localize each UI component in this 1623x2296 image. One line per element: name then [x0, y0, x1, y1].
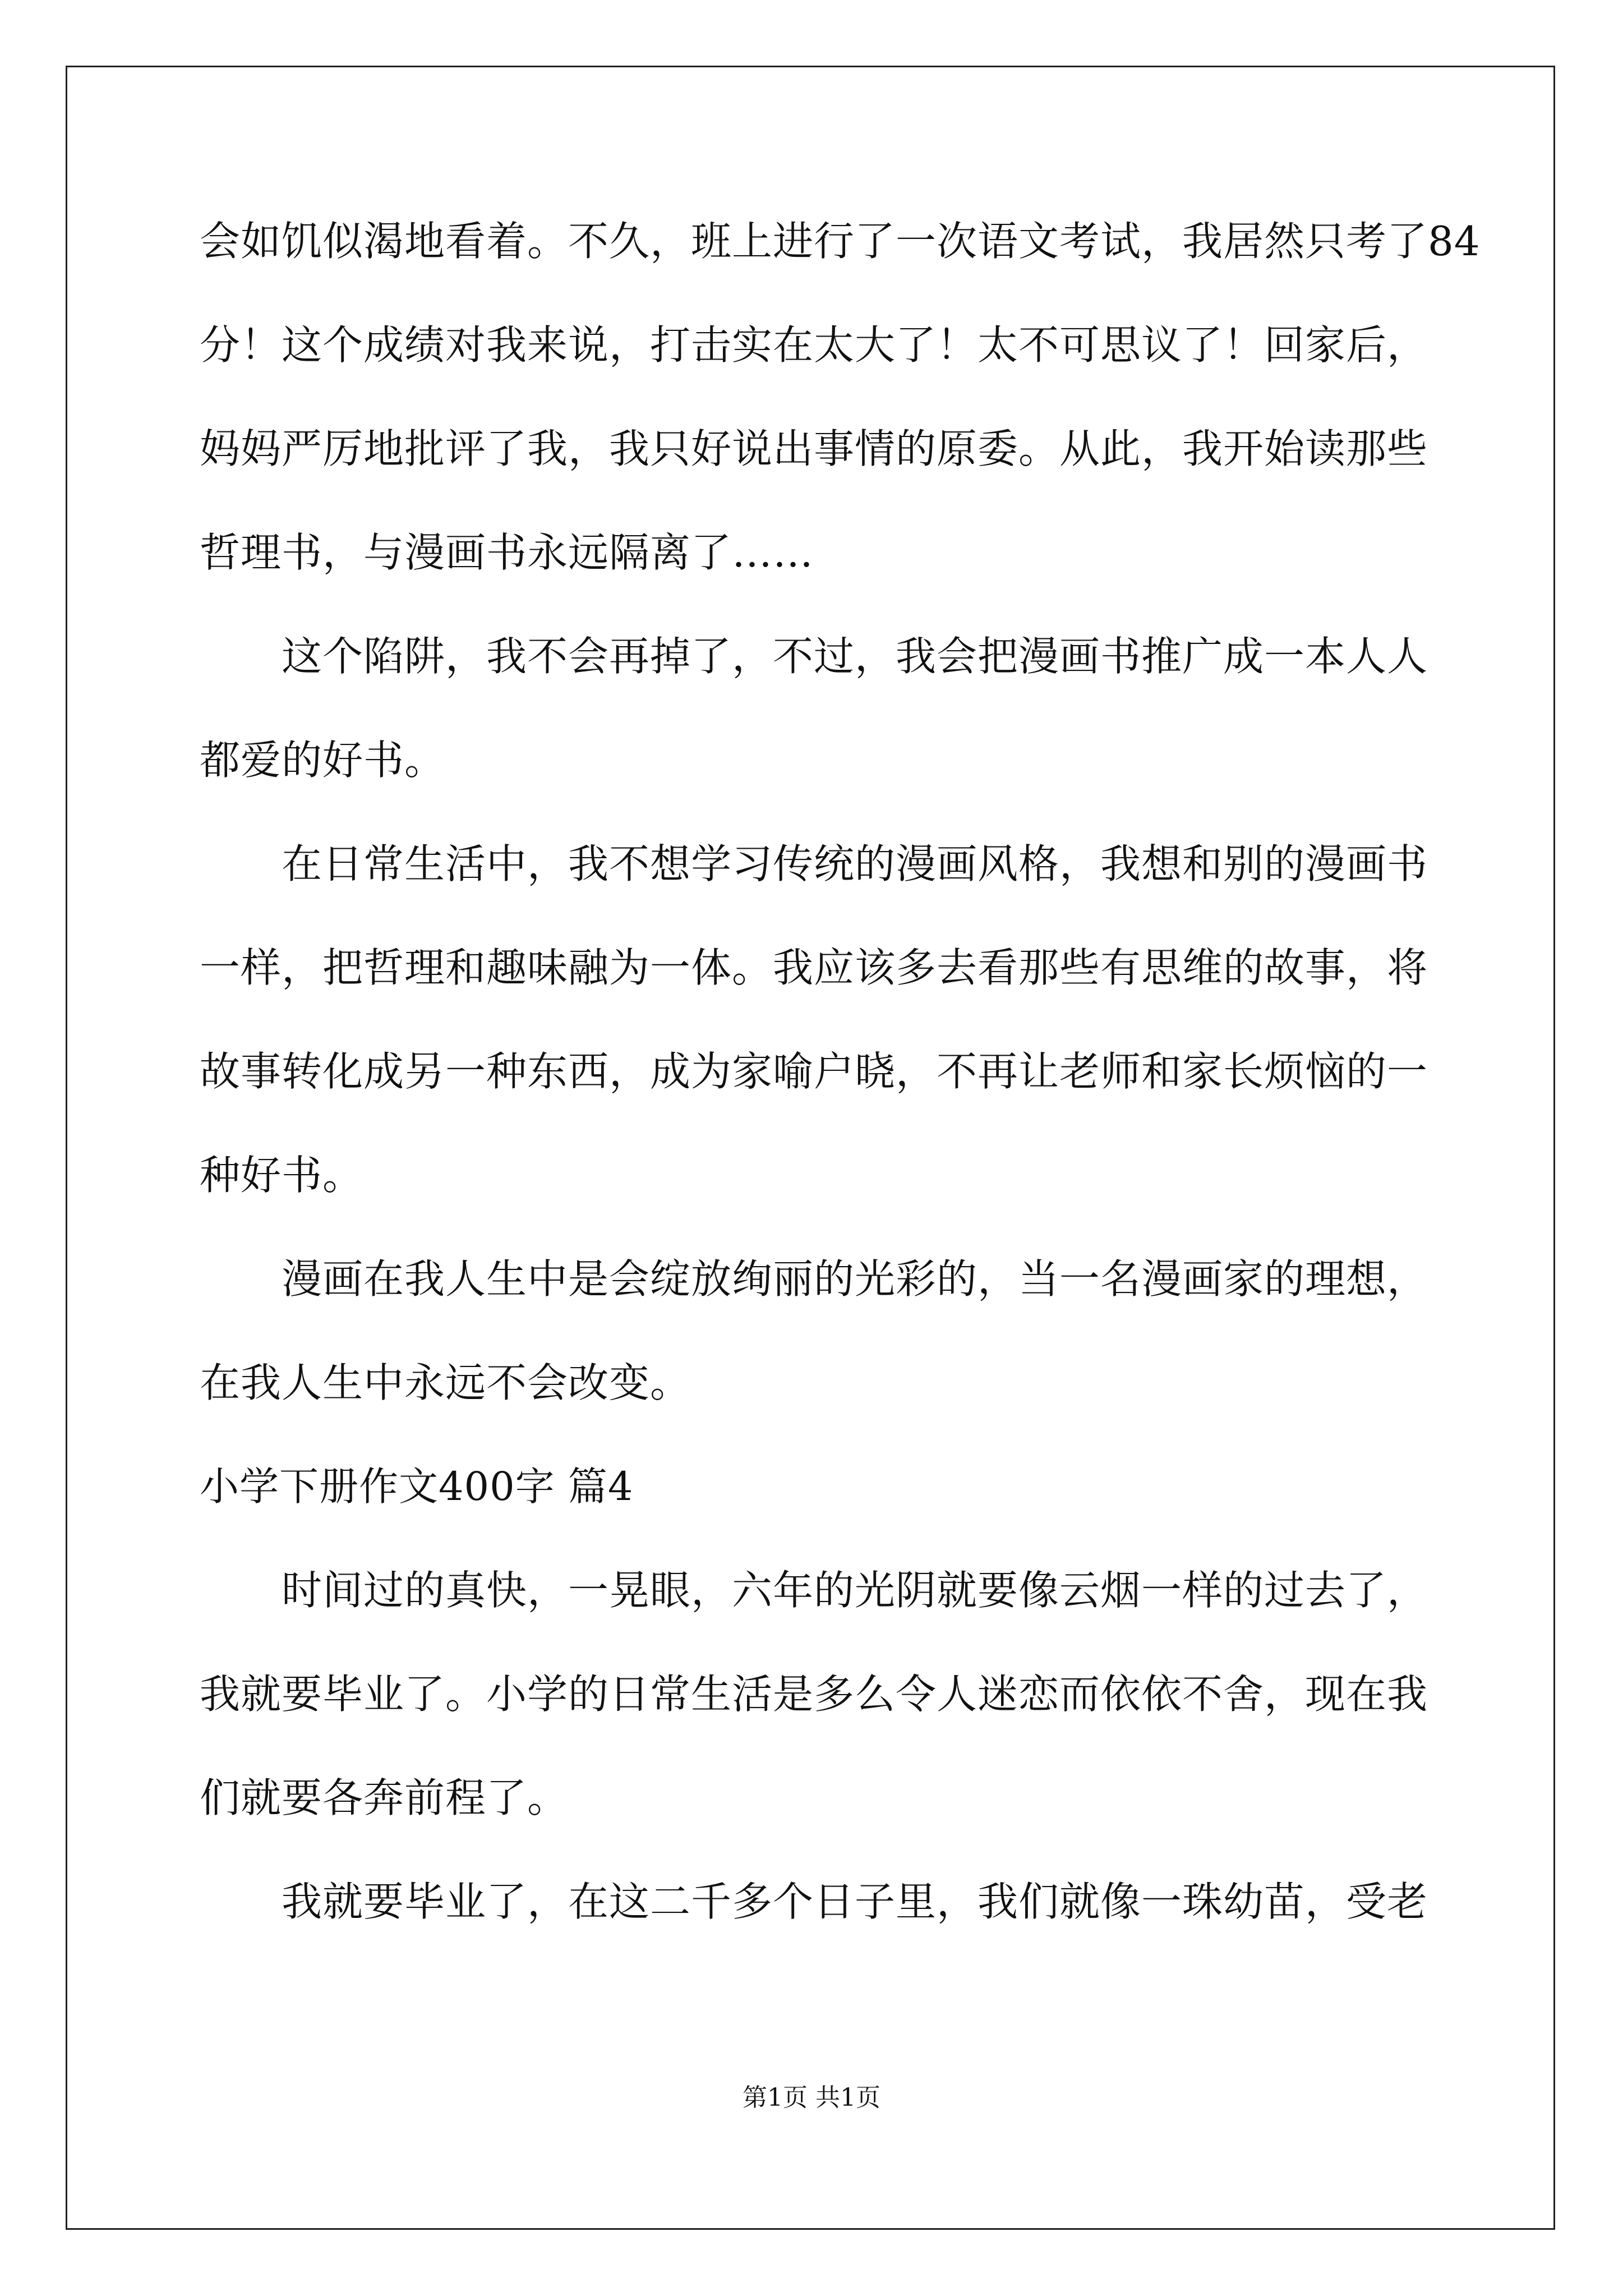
paragraph-first-line: 在日常生活中，我不想学习传统的漫画风格，我想和别的漫画书: [282, 840, 1428, 887]
text-line: 都爱的好书。: [200, 737, 446, 784]
text-line: 会如饥似渴地看着。不久，班上进行了一次语文考试，我居然只考了84: [200, 218, 1481, 265]
paragraph-first-line: 漫画在我人生中是会绽放绚丽的光彩的，当一名漫画家的理想，: [282, 1255, 1428, 1303]
text-line: 故事转化成另一种东西，成为家喻户晓，不再让老师和家长烦恼的一: [200, 1048, 1428, 1095]
text-line: 们就要各奔前程了。: [200, 1774, 569, 1821]
paragraph-first-line: 时间过的真快，一晃眼，六年的光阴就要像云烟一样的过去了，: [282, 1567, 1428, 1614]
text-line: 我就要毕业了。小学的日常生活是多么令人迷恋而依依不舍，现在我: [200, 1671, 1428, 1718]
page-footer: 第1页 共1页: [743, 2083, 880, 2112]
text-line: 在我人生中永远不会改变。: [200, 1359, 691, 1406]
paragraph-first-line: 这个陷阱，我不会再掉了，不过，我会把漫画书推广成一本人人: [282, 633, 1428, 680]
text-line: 妈妈严厉地批评了我，我只好说出事情的原委。从此，我开始读那些: [200, 425, 1428, 472]
text-line: 哲理书，与漫画书永远隔离了……: [200, 529, 814, 576]
paragraph-first-line: 我就要毕业了，在这二千多个日子里，我们就像一珠幼苗，受老: [282, 1878, 1428, 1925]
text-line: 分！这个成绩对我来说，打击实在太大了！太不可思议了！回家后，: [200, 321, 1428, 369]
text-line: 种好书。: [200, 1152, 364, 1199]
section-heading: 小学下册作文400字 篇4: [200, 1464, 634, 1510]
text-line: 一样，把哲理和趣味融为一体。我应该多去看那些有思维的故事，将: [200, 944, 1428, 991]
